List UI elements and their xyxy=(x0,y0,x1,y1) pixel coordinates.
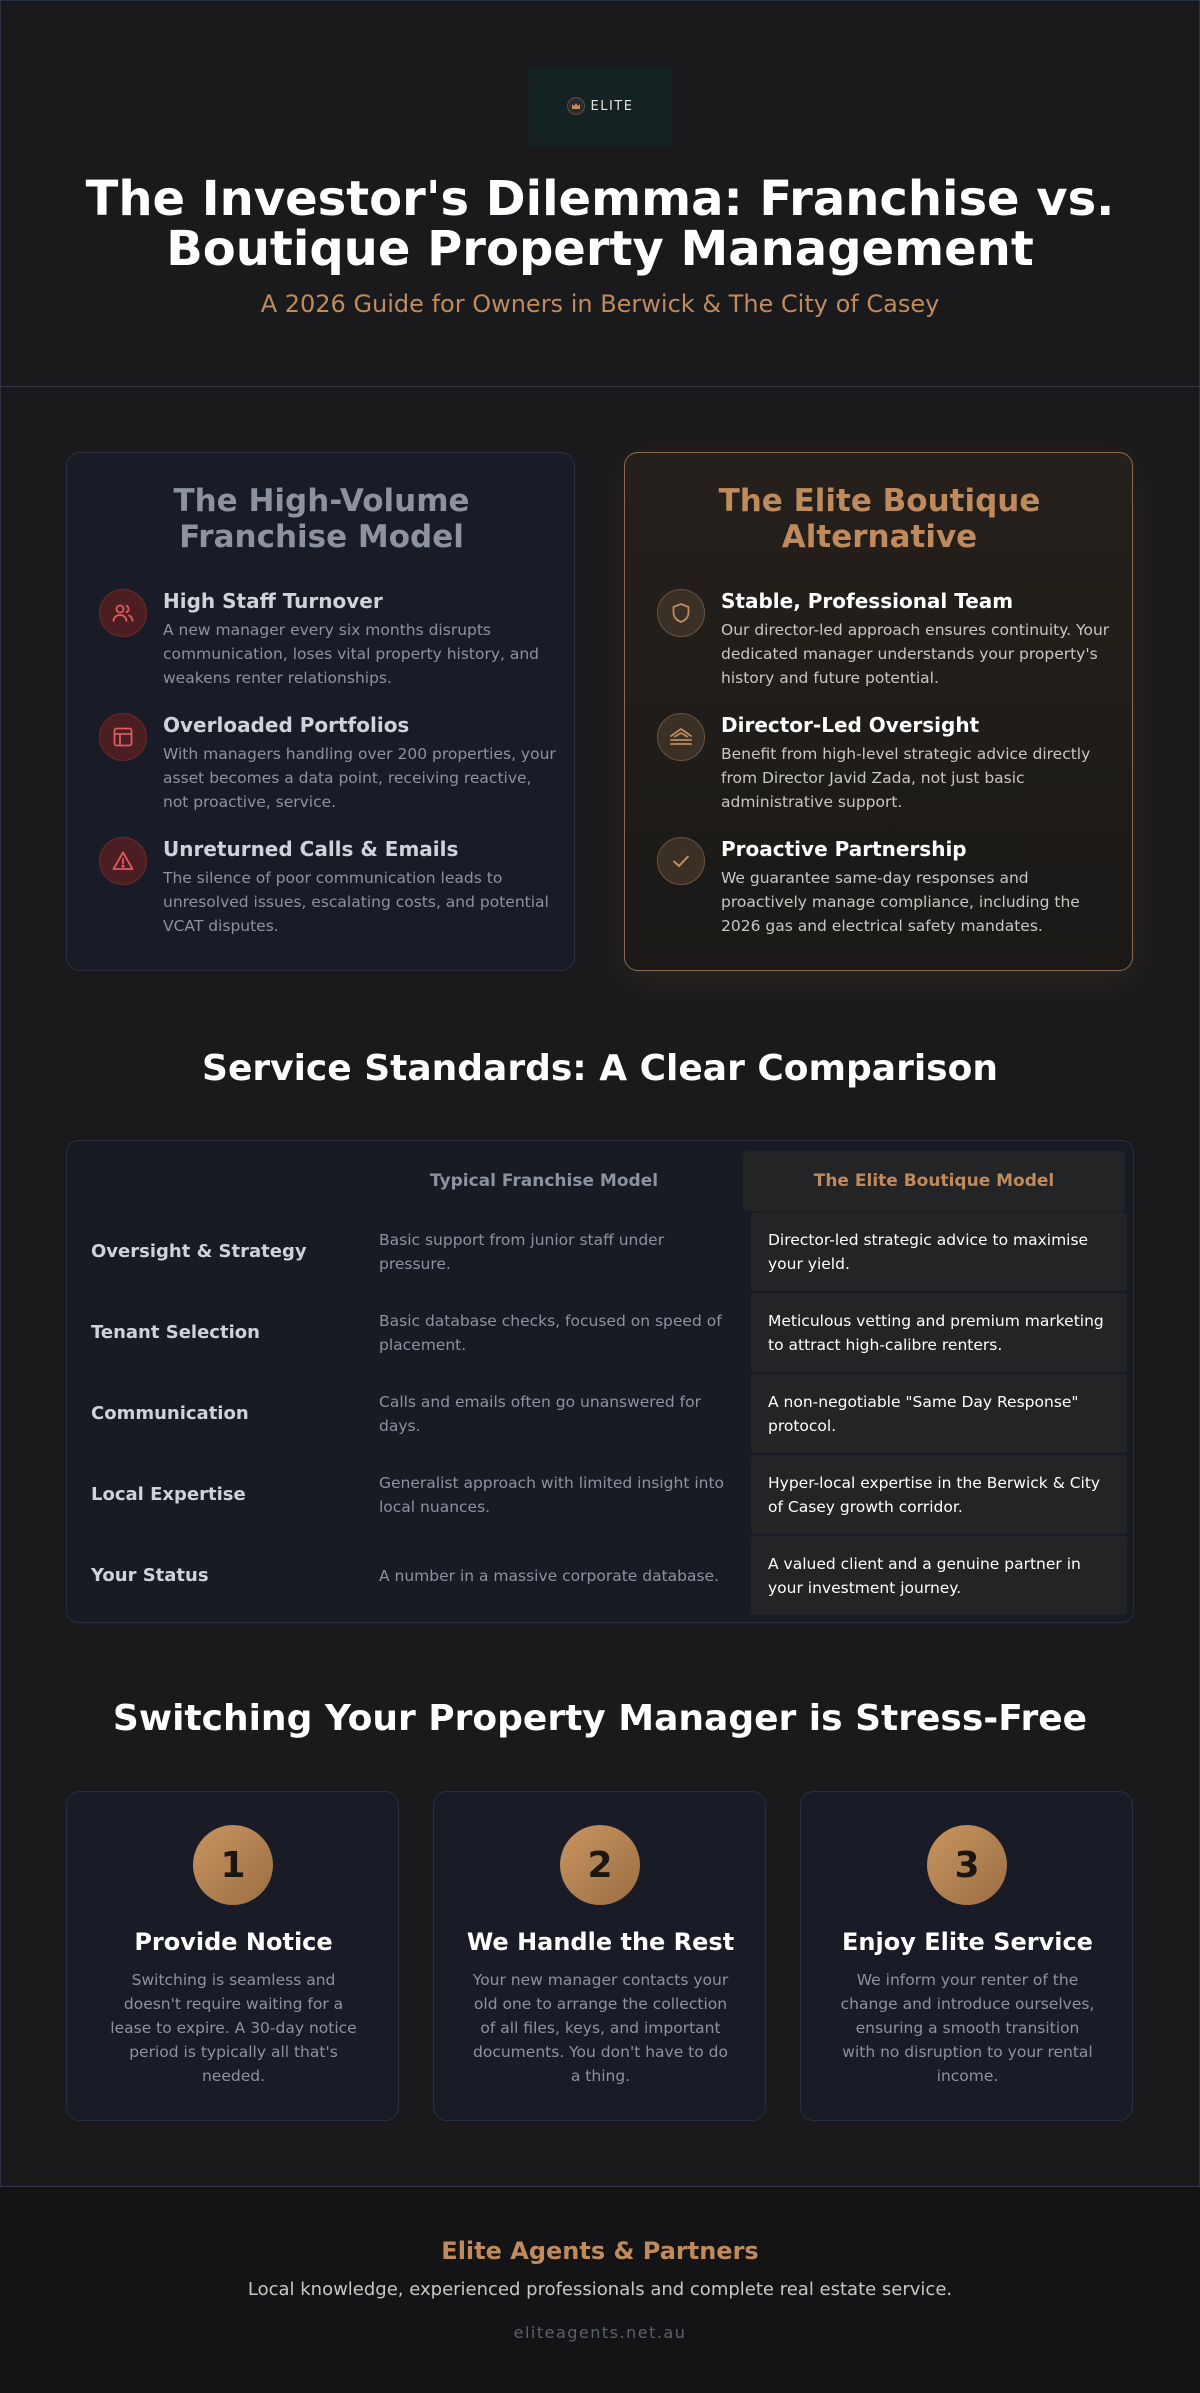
step-text: Switching is seamless and doesn't require waiting for a lease to expire. A 30-day notice period is typically all that's needed. xyxy=(110,1971,357,2085)
table-row xyxy=(75,1455,1127,1534)
boutique-cell: A non-negotiable "Same Day Response" protocol. xyxy=(751,1374,1127,1453)
layout-icon xyxy=(99,713,147,761)
step-card xyxy=(66,1791,399,2121)
boutique-cell: Director-led strategic advice to maximise your yield. xyxy=(751,1212,1127,1291)
boutique-item-title: Proactive Partnership xyxy=(721,837,967,861)
footer-website-link[interactable]: eliteagents.net.au xyxy=(513,2323,687,2342)
step-card xyxy=(800,1791,1133,2121)
boutique-item-text: Our director-led approach ensures continuity. Your dedicated manager understands your property's history and future potential. xyxy=(721,621,1110,687)
boutique-item-text: Benefit from high-level strategic advice directly from Director Javid Zada, not just basic administrative support. xyxy=(721,745,1091,811)
page-title: The Investor's Dilemma: Franchise vs. Boutique Property Management xyxy=(85,171,1115,277)
franchise-item-text: The silence of poor communication leads to unresolved issues, escalating costs, and potential VCAT disputes. xyxy=(163,869,549,935)
franchise-cell: Generalist approach with limited insight into local nuances. xyxy=(379,1473,725,1516)
step-number: 3 xyxy=(927,1825,1007,1905)
boutique-cell: Hyper-local expertise in the Berwick & City of Casey growth corridor. xyxy=(751,1455,1127,1534)
page-footer xyxy=(0,2186,1200,2393)
table-row xyxy=(75,1293,1127,1372)
column-header-boutique: The Elite Boutique Model xyxy=(743,1151,1125,1211)
logo-mark-icon xyxy=(567,97,585,115)
franchise-item-title: Unreturned Calls & Emails xyxy=(163,837,459,861)
landmark-icon xyxy=(657,713,705,761)
step-title: We Handle the Rest xyxy=(466,1928,735,1956)
users-icon xyxy=(99,589,147,637)
logo-text: ELITE xyxy=(590,98,634,114)
column-header-franchise: Typical Franchise Model xyxy=(429,1171,659,1191)
step-title: Enjoy Elite Service xyxy=(842,1928,1093,1956)
row-label: Local Expertise xyxy=(91,1484,246,1505)
franchise-item-title: Overloaded Portfolios xyxy=(163,713,410,737)
franchise-item-text: With managers handling over 200 properties, your asset becomes a data point, receiving reactive, not proactive, service. xyxy=(163,745,556,811)
row-label: Your Status xyxy=(91,1565,209,1586)
franchise-cell: A number in a massive corporate database. xyxy=(379,1566,720,1585)
franchise-item-title: High Staff Turnover xyxy=(163,589,383,613)
footer-tagline: Local knowledge, experienced professionals and complete real estate service. xyxy=(247,2279,953,2300)
franchise-cell: Calls and emails often go unanswered for days. xyxy=(379,1392,701,1435)
step-title: Provide Notice xyxy=(134,1928,333,1956)
table-row xyxy=(75,1536,1127,1615)
franchise-cell: Basic database checks, focused on speed of placement. xyxy=(379,1311,722,1354)
franchise-item-text: A new manager every six months disrupts communication, loses vital property history, and weakens renter relationships. xyxy=(163,621,540,687)
shield-icon xyxy=(657,589,705,637)
step-text: Your new manager contacts your old one to arrange the collection of all files, keys, and important documents. You don't have to do a thing. xyxy=(472,1971,729,2085)
boutique-item-text: We guarantee same-day responses and proactively manage compliance, including the 2026 gas and electrical safety mandates. xyxy=(721,869,1080,935)
boutique-item-title: Stable, Professional Team xyxy=(721,589,1014,613)
franchise-model-card xyxy=(66,452,575,971)
boutique-cell: A valued client and a genuine partner in your investment journey. xyxy=(751,1536,1127,1615)
logo[interactable] xyxy=(529,66,671,146)
boutique-card-title: The Elite Boutique Alternative xyxy=(718,483,1041,555)
franchise-cell: Basic support from junior staff under pressure. xyxy=(379,1230,665,1273)
switching-section-title: Switching Your Property Manager is Stress-Free xyxy=(112,1698,1088,1739)
check-icon xyxy=(657,837,705,885)
page-subtitle: A 2026 Guide for Owners in Berwick & The City of Casey xyxy=(260,290,940,318)
row-label: Tenant Selection xyxy=(91,1322,260,1343)
step-card xyxy=(433,1791,766,2121)
warning-icon xyxy=(99,837,147,885)
boutique-cell: Meticulous vetting and premium marketing to attract high-calibre renters. xyxy=(751,1293,1127,1372)
table-row xyxy=(75,1212,1127,1291)
row-label: Oversight & Strategy xyxy=(91,1241,307,1262)
table-row xyxy=(75,1374,1127,1453)
footer-company-name: Elite Agents & Partners xyxy=(441,2237,759,2265)
comparison-section-title: Service Standards: A Clear Comparison xyxy=(202,1048,998,1089)
boutique-model-card xyxy=(624,452,1133,971)
franchise-card-title: The High-Volume Franchise Model xyxy=(173,483,470,555)
comparison-table xyxy=(66,1140,1134,1623)
row-label: Communication xyxy=(91,1403,249,1424)
boutique-item-title: Director-Led Oversight xyxy=(721,713,980,737)
step-number: 2 xyxy=(560,1825,640,1905)
step-text: We inform your renter of the change and introduce ourselves, ensuring a smooth transition with no disruption to your rental income. xyxy=(840,1971,1095,2085)
step-number: 1 xyxy=(193,1825,273,1905)
page-header xyxy=(0,0,1200,387)
